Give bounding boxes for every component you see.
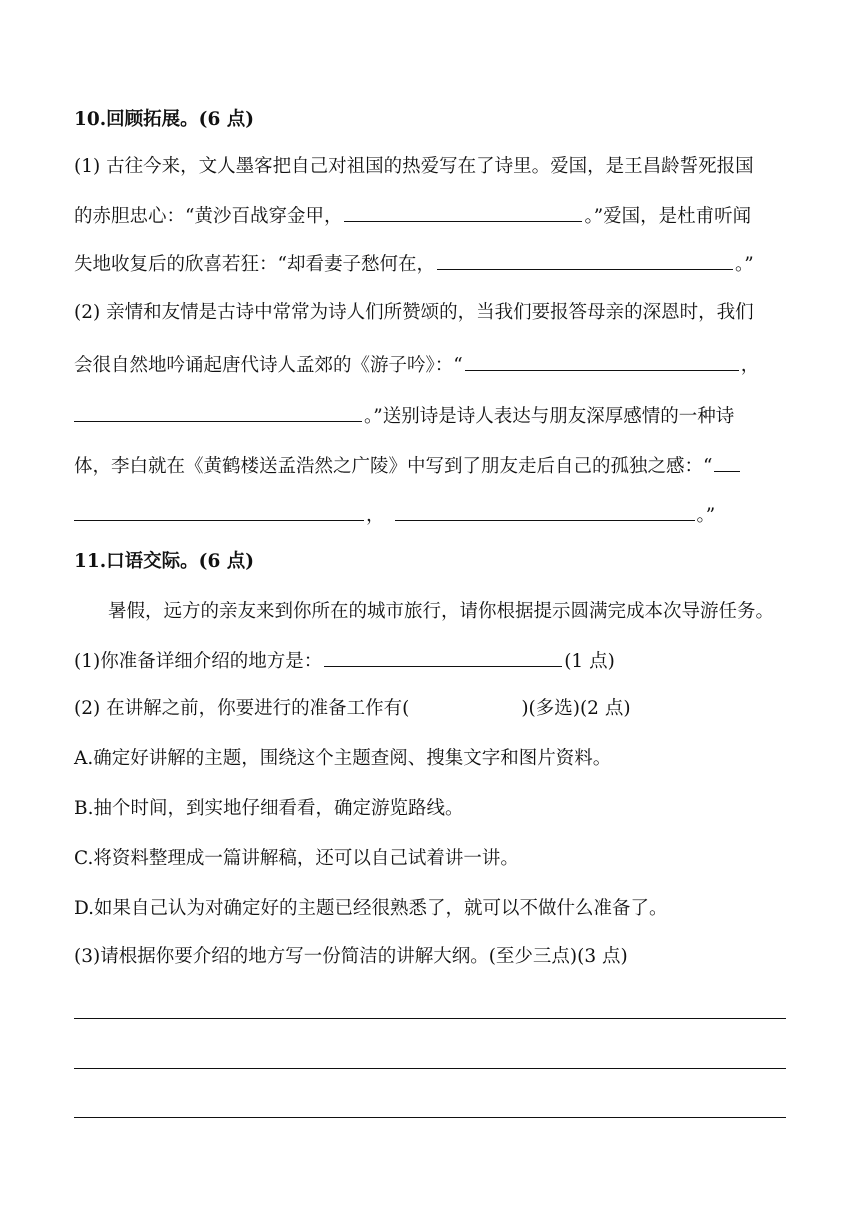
- place-answer-blank[interactable]: [324, 646, 562, 667]
- q10-part1-line2: [74, 201, 751, 231]
- q10-part2-line4-text-a: 体，李白就在《黄鹤楼送孟浩然之广陵》中写到了朋友走后自己的孤独之感：“: [74, 456, 713, 477]
- outline-writing-line-2[interactable]: [74, 1068, 786, 1069]
- option-b: B.抽个时间，到实地仔细看看，确定游览路线。: [74, 798, 464, 819]
- q10-title: 10.回顾拓展。(6 点): [74, 109, 255, 130]
- q11-sub1: [74, 646, 615, 676]
- q10-part2-line2-text-b: ，: [740, 355, 760, 376]
- answer-blank-1[interactable]: [344, 201, 582, 222]
- q10-part2-line1: (2) 亲情和友情是古诗中常常为诗人们所赞颂的，当我们要报答母亲的深恩时，我们: [74, 302, 754, 323]
- q11-sub2-text-a: (2) 在讲解之前，你要进行的准备工作有(: [74, 698, 410, 719]
- answer-blank-6[interactable]: [395, 500, 695, 521]
- q10-part1-line3-text-b: 。”: [734, 254, 754, 275]
- answer-blank-5-start[interactable]: [714, 451, 740, 472]
- answer-blank-5[interactable]: [74, 500, 364, 521]
- q11-title: 11.口语交际。(6 点): [74, 551, 255, 572]
- outline-writing-line-1[interactable]: [74, 1018, 786, 1019]
- q11-sub2-text-b: )(多选)(2 点): [521, 698, 631, 719]
- answer-blank-4[interactable]: [74, 401, 362, 422]
- q10-part2-line2-text-a: 会很自然地吟诵起唐代诗人孟郊的《游子吟》：“: [74, 355, 463, 376]
- q10-part1-line3-text-a: 失地收复后的欣喜若狂：“却看妻子愁何在，: [74, 254, 435, 275]
- q11-sub1-text-a: (1)你准备详细介绍的地方是：: [74, 651, 323, 672]
- answer-blank-3[interactable]: [465, 350, 739, 371]
- option-d: D.如果自己认为对确定好的主题已经很熟悉了，就可以不做什么准备了。: [74, 898, 668, 919]
- q10-part1-line3: [74, 249, 754, 279]
- q10-part1-line2-text-a: 的赤胆忠心：“黄沙百战穿金甲，: [74, 206, 343, 227]
- answer-blank-2[interactable]: [437, 249, 733, 270]
- q10-part2-line3: [74, 401, 734, 431]
- q11-sub3: (3)请根据你要介绍的地方写一份简洁的讲解大纲。(至少三点)(3 点): [74, 946, 628, 967]
- q11-sub1-text-b: (1 点): [564, 651, 615, 672]
- q11-sub2: [74, 695, 631, 723]
- q10-part2-line5-text-a: ，: [366, 505, 385, 526]
- q10-part1-line1: (1) 古往今来，文人墨客把自己对祖国的热爱写在了诗里。爱国，是王昌龄誓死报国: [74, 156, 754, 177]
- q10-part2-line5: [74, 500, 715, 530]
- q10-part2-line3-text-b: 。”送别诗是诗人表达与朋友深厚感情的一种诗: [364, 406, 735, 427]
- q10-part2-line4: [74, 451, 742, 481]
- outline-writing-line-3[interactable]: [74, 1117, 786, 1118]
- option-a: A.确定好讲解的主题，围绕这个主题查阅、搜集文字和图片资料。: [74, 748, 612, 769]
- q10-part2-line5-text-b: 。”: [696, 505, 716, 526]
- q11-intro: 暑假，远方的亲友来到你所在的城市旅行，请你根据提示圆满完成本次导游任务。: [108, 601, 775, 622]
- q10-part1-line2-text-b: 。”爱国，是杜甫听闻: [584, 206, 752, 227]
- q10-part2-line2: [74, 350, 759, 380]
- option-c: C.将资料整理成一篇讲解稿，还可以自己试着讲一讲。: [74, 848, 519, 869]
